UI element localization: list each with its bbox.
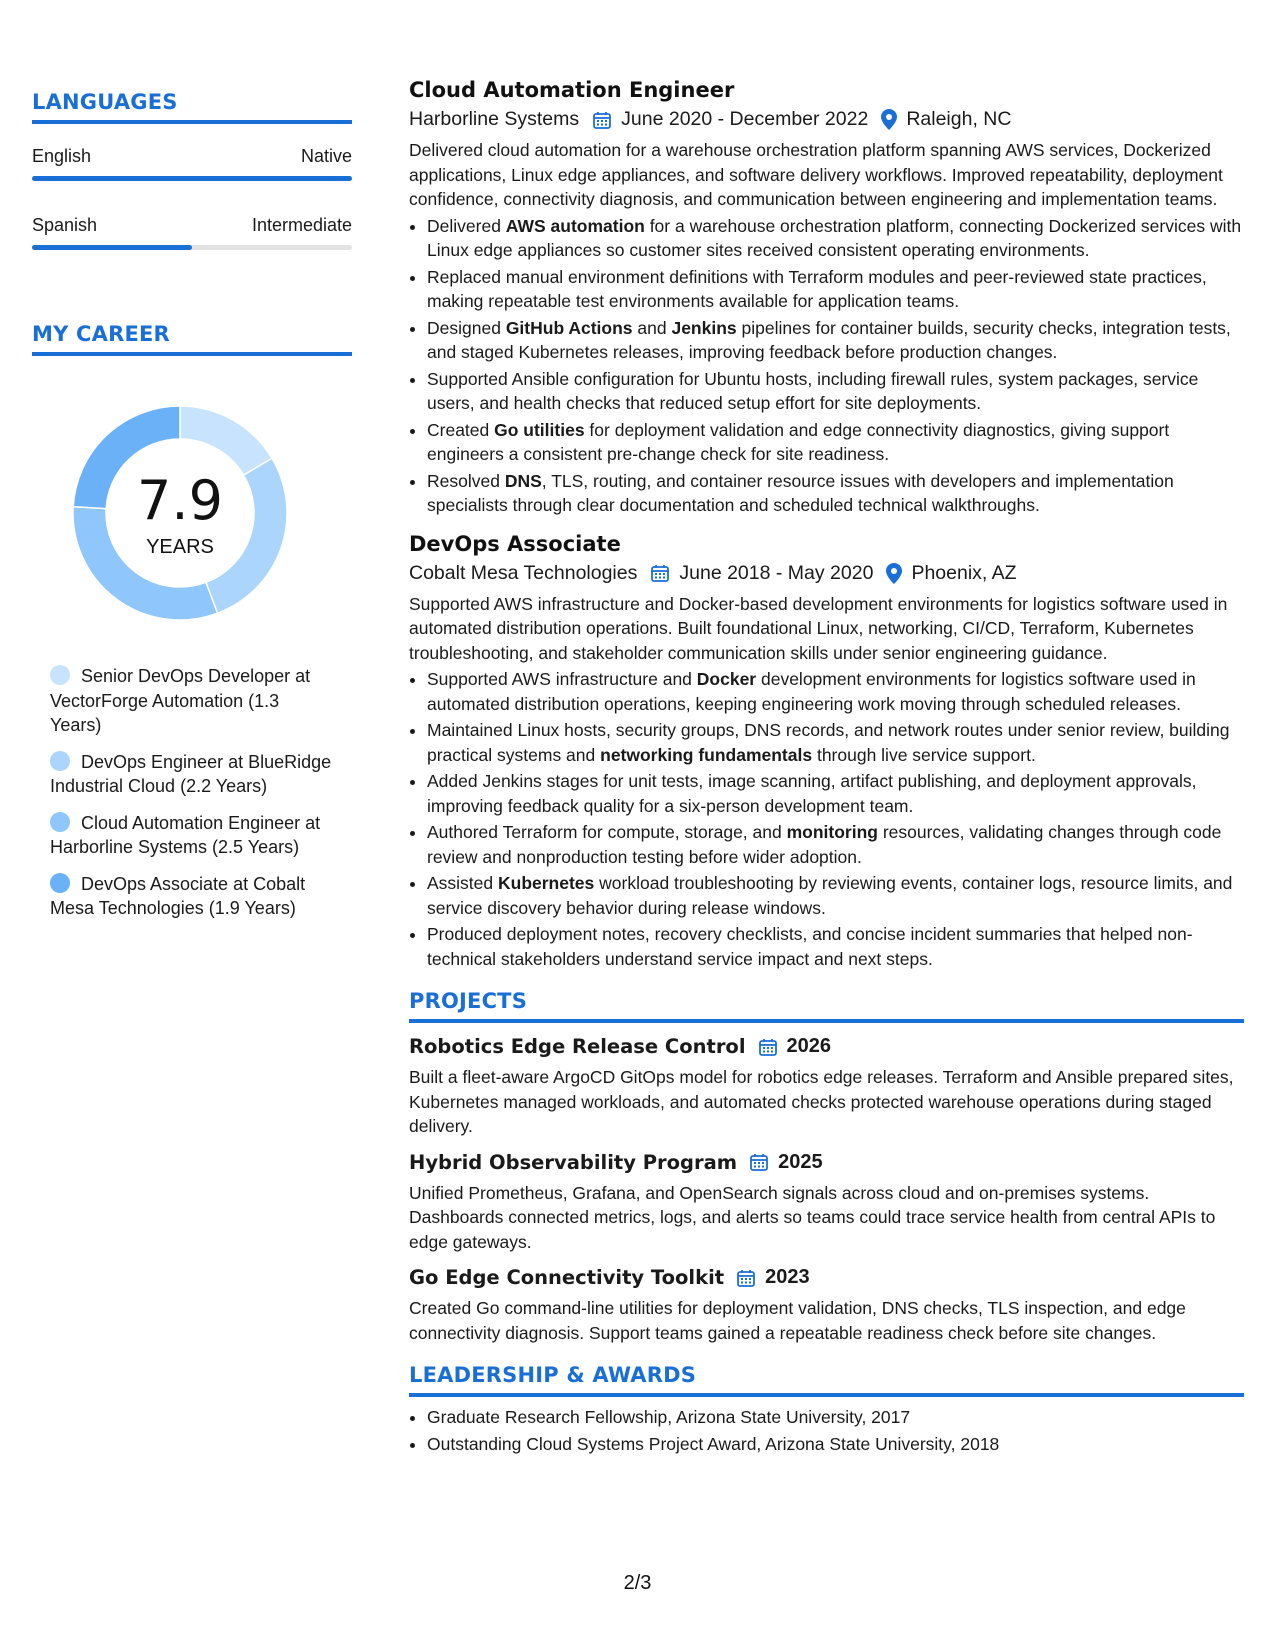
- career-donut-chart: [65, 398, 295, 628]
- job-summary: Delivered cloud automation for a warehouse orchestration platform spanning AWS services, Dockerized applications, Linux edge appliances, and software delivery workflows. Improved repeatability, deployment confidence, connectivity diagnosis, and communication between engineering and implementation teams.: [409, 140, 1223, 209]
- job-bullet: • Produced deployment notes, recovery checklists, and concise incident summaries that helped non-technical stakeholders understand service impact and next steps.: [427, 922, 1244, 971]
- job-entry: [409, 78, 1244, 518]
- job-bullet: • Added Jenkins stages for unit tests, image scanning, artifact publishing, and deployment approvals, improving feedback quality for a six-person development team.: [427, 769, 1244, 818]
- project-description: Created Go command-line utilities for deployment validation, DNS checks, TLS inspection, and edge connectivity diagnosis. Support teams gained a repeatable readiness check before site changes.: [409, 1298, 1186, 1343]
- career-heading: MY CAREER: [32, 322, 352, 356]
- job-bullet: • Assisted Kubernetes workload troubleshooting by reviewing events, container logs, resource limits, and service discovery behavior during release windows.: [427, 871, 1244, 920]
- main-content: [409, 78, 1244, 1458]
- job-dates: June 2018 - May 2020: [679, 561, 874, 584]
- map-pin-icon: [886, 563, 902, 584]
- job-bullets: [409, 667, 1244, 971]
- job-bullet: • Created Go utilities for deployment validation and edge connectivity diagnostics, giving support engineers a consistent pre-change check for site readiness.: [427, 418, 1244, 467]
- job-location: Phoenix, AZ: [911, 561, 1017, 584]
- job-title: DevOps Associate: [409, 531, 621, 556]
- project-item: [409, 1151, 1244, 1255]
- projects-section: [409, 989, 1244, 1345]
- project-description: Unified Prometheus, Grafana, and OpenSearch signals across cloud and on-premises systems. Dashboards connected metrics, logs, and alerts so teams could trace service health from central APIs to edge gateways.: [409, 1182, 1216, 1252]
- project-name: Hybrid Observability Program: [409, 1150, 738, 1174]
- legend-label: DevOps Associate at Cobalt Mesa Technologies (1.9 Years): [50, 873, 306, 918]
- job-location: Raleigh, NC: [906, 108, 1012, 130]
- project-description: Built a fleet-aware ArgoCD GitOps model for robotics edge releases. Terraform and Ansible prepared sites, Kubernetes managed workloads, and automated checks protected warehouse operations during staged delivery.: [409, 1067, 1234, 1136]
- language-item: [32, 215, 352, 250]
- job-bullet: • Replaced manual environment definitions with Terraform modules and peer-reviewed state practices, making repeatable test environments available for application teams.: [427, 265, 1244, 314]
- project-year: 2026: [786, 1035, 832, 1057]
- job-bullet: • Supported AWS infrastructure and Docker development environments for logistics software used in automated distribution operations, keeping engineering work moving through scheduled releases.: [427, 667, 1244, 716]
- language-proficiency-bar: [32, 245, 352, 250]
- legend-dot: [50, 751, 70, 771]
- language-proficiency-bar: [32, 176, 352, 181]
- job-bullets: [409, 214, 1244, 518]
- calendar-icon: [749, 1152, 769, 1172]
- career-total-years: 7.9: [137, 469, 223, 532]
- job-title: Cloud Automation Engineer: [409, 78, 735, 102]
- language-proficiency-fill: [32, 176, 352, 181]
- career-legend: [32, 664, 335, 921]
- job-dates: June 2020 - December 2022: [621, 108, 869, 130]
- language-level: Native: [300, 146, 352, 166]
- calendar-icon: [758, 1037, 778, 1057]
- project-year: 2023: [765, 1266, 810, 1288]
- job-bullet: • Supported Ansible configuration for Ubuntu hosts, including firewall rules, system packages, service users, and health checks that reduced setup effort for site deployments.: [427, 367, 1244, 416]
- job-meta: [409, 562, 1244, 585]
- calendar-icon: [736, 1268, 756, 1288]
- legend-dot: [50, 812, 70, 832]
- legend-dot: [50, 873, 70, 893]
- job-bullet: • Delivered AWS automation for a warehouse orchestration platform, connecting Dockerized services with Linux edge appliances so customer sites received consistent operating environments.: [427, 214, 1244, 263]
- project-item: [409, 1035, 1244, 1139]
- career-total-unit: YEARS: [146, 536, 214, 558]
- career-legend-item: [50, 872, 335, 921]
- sidebar: [32, 90, 352, 933]
- legend-label: DevOps Engineer at BlueRidge Industrial Cloud (2.2 Years): [50, 751, 332, 796]
- job-bullet: • Designed GitHub Actions and Jenkins pipelines for container builds, security checks, integration tests, and staged Kubernetes releases, improving feedback before production changes.: [427, 316, 1244, 365]
- job-company: Cobalt Mesa Technologies: [409, 561, 638, 584]
- project-name: Robotics Edge Release Control: [409, 1035, 746, 1058]
- awards-heading: LEADERSHIP & AWARDS: [409, 1363, 1244, 1397]
- language-level: Intermediate: [251, 215, 352, 235]
- language-proficiency-fill: [32, 245, 192, 250]
- project-item: [409, 1266, 1244, 1345]
- award-item: • Graduate Research Fellowship, Arizona State University, 2017: [427, 1405, 1244, 1430]
- career-legend-item: [50, 750, 335, 799]
- job-summary: Supported AWS infrastructure and Docker-based development environments for logistics software used in automated distribution operations. Built foundational Linux, networking, CI/CD, Terraform, Kubernetes troubleshooting, and stakeholder communication skills under senior engineering guidance.: [409, 593, 1228, 663]
- awards-section: [409, 1363, 1244, 1456]
- job-meta: [409, 108, 1244, 131]
- language-name: English: [32, 146, 92, 166]
- languages-heading: LANGUAGES: [32, 90, 352, 124]
- language-name: Spanish: [32, 215, 98, 235]
- calendar-icon: [592, 110, 612, 130]
- job-company: Harborline Systems: [409, 108, 580, 130]
- award-item: • Outstanding Cloud Systems Project Award, Arizona State University, 2018: [427, 1432, 1244, 1457]
- legend-dot: [50, 665, 70, 685]
- job-bullet: • Authored Terraform for compute, storage, and monitoring resources, validating changes through code review and nonproduction testing before wider adoption.: [427, 820, 1244, 869]
- job-bullet: • Resolved DNS, TLS, routing, and container resource issues with developers and implementation specialists through clear documentation and scheduled technical walkthroughs.: [427, 469, 1244, 518]
- job-entry: [409, 532, 1244, 972]
- career-legend-item: [50, 664, 335, 738]
- job-bullet: • Maintained Linux hosts, security groups, DNS records, and network routes under senior review, building practical systems and networking fundamentals through live service support.: [427, 718, 1244, 767]
- legend-label: Senior DevOps Developer at VectorForge Automation (1.3 Years): [50, 666, 311, 735]
- calendar-icon: [650, 563, 670, 583]
- page-number: 2/3: [623, 1572, 652, 1594]
- project-year: 2025: [778, 1150, 823, 1173]
- awards-list: [409, 1405, 1244, 1456]
- projects-heading: PROJECTS: [409, 989, 1244, 1023]
- career-legend-item: [50, 811, 335, 860]
- legend-label: Cloud Automation Engineer at Harborline Systems (2.5 Years): [50, 812, 321, 857]
- project-name: Go Edge Connectivity Toolkit: [409, 1266, 725, 1289]
- map-pin-icon: [881, 109, 897, 130]
- language-item: [32, 146, 352, 181]
